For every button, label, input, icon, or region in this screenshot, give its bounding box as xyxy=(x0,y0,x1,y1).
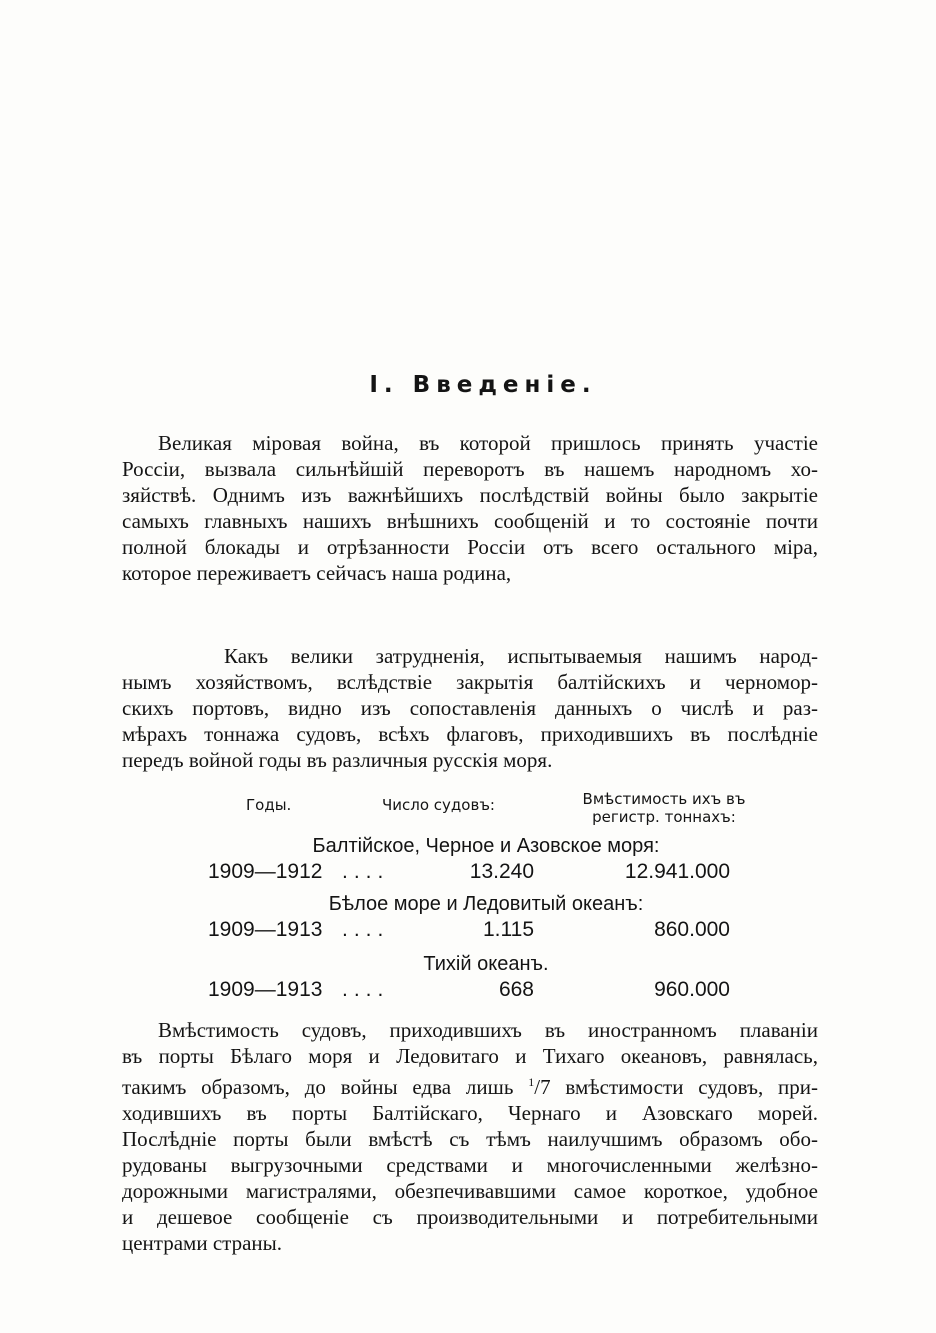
capacity-header-line1: Вмѣстимость ихъ въ xyxy=(582,790,746,808)
text-line: Россіи, вызвала сильнѣйшій переворотъ въ нашемъ народномъ хо- xyxy=(122,457,818,481)
table-row xyxy=(0,860,936,886)
intro-paragraph xyxy=(122,430,818,586)
text-line: передъ войной годы въ различныя русскія моря. xyxy=(122,748,553,772)
text-line: Послѣдніе порты были вмѣстѣ съ тѣмъ наилучшимъ образомъ обо- xyxy=(122,1127,818,1151)
text-line: которое переживаетъ сейчасъ наша родина, xyxy=(122,561,512,585)
fraction-numerator: 1 xyxy=(528,1075,535,1089)
difficulties-paragraph xyxy=(122,643,818,773)
ship-count-cell: 13.240 xyxy=(469,860,534,883)
text-line: Великая міровая война, въ которой пришлось принять участіе xyxy=(158,431,818,455)
text-line: центрами страны. xyxy=(122,1231,283,1255)
leader-dots: .... xyxy=(342,918,390,941)
fraction: $^1$/7 xyxy=(528,1075,551,1099)
text-line: Какъ велики затрудненія, испытываемыя нашимъ народ- xyxy=(224,644,818,668)
capacity-header xyxy=(566,790,762,826)
table-row xyxy=(0,978,936,1004)
leader-dots: .... xyxy=(342,860,390,883)
years-cell: 1909—1913 xyxy=(208,918,323,941)
page-title: I. Введеніе. xyxy=(369,372,597,398)
table-row xyxy=(0,918,936,944)
text-line: Вмѣстимость судовъ, приходившихъ въ иностранномъ плаваніи xyxy=(158,1018,818,1042)
leader-dots: .... xyxy=(342,978,390,1001)
capacity-header-line2: регистр. тоннахъ: xyxy=(592,808,736,826)
text-line: мѣрахъ тоннажа судовъ, всѣхъ флаговъ, приходившихъ въ послѣдніе xyxy=(122,722,818,746)
tonnage-cell: 860.000 xyxy=(654,918,730,941)
ship-count-header: Число судовъ: xyxy=(382,796,495,814)
text-line: зяйствѣ. Однимъ изъ важнѣйшихъ послѣдствій войны было закрытіе xyxy=(122,483,818,507)
region-heading: Бѣлое море и Ледовитый океанъ: xyxy=(328,893,644,915)
text-fragment: вмѣстимости судовъ, при- xyxy=(550,1075,818,1099)
text-line xyxy=(122,1069,818,1100)
years-cell: 1909—1913 xyxy=(208,978,323,1001)
text-line: скихъ портовъ, видно изъ сопоставленія данныхъ о числѣ и раз- xyxy=(122,696,818,720)
text-line: дорожными магистралями, обезпечивавшими самое короткое, удобное xyxy=(122,1179,818,1203)
tonnage-cell: 960.000 xyxy=(654,978,730,1001)
years-header: Годы. xyxy=(246,796,292,814)
text-fragment: такимъ образомъ, до войны едва лишь xyxy=(122,1075,529,1099)
years-cell: 1909—1912 xyxy=(208,860,323,883)
text-line: полной блокады и отрѣзанности Россіи отъ всего остального міра, xyxy=(122,535,818,559)
text-line: нымъ хозяйствомъ, вслѣдствіе закрытія балтійскихъ и черномор- xyxy=(122,670,818,694)
ship-count-cell: 1.115 xyxy=(483,918,534,941)
text-line: самыхъ главныхъ нашихъ внѣшнихъ сообщеній и то состояніе почти xyxy=(122,509,818,533)
text-line: рудованы выгрузочными средствами и многочисленными желѣзно- xyxy=(122,1153,818,1177)
text-line: ходившихъ въ порты Балтійскаго, Чернаго и Азовскаго морей. xyxy=(122,1101,818,1125)
region-heading: Тихій океанъ. xyxy=(423,953,549,975)
conclusion-paragraph xyxy=(122,1017,818,1256)
fraction-denominator: 7 xyxy=(540,1075,551,1099)
text-line: въ порты Бѣлаго моря и Ледовитаго и Тихаго океановъ, равнялась, xyxy=(122,1044,818,1068)
region-heading: Балтійское, Черное и Азовское моря: xyxy=(312,835,660,857)
text-line: и дешевое сообщеніе съ производительными и потребительными xyxy=(122,1205,818,1229)
ship-count-cell: 668 xyxy=(498,978,534,1001)
tonnage-cell: 12.941.000 xyxy=(624,860,730,883)
